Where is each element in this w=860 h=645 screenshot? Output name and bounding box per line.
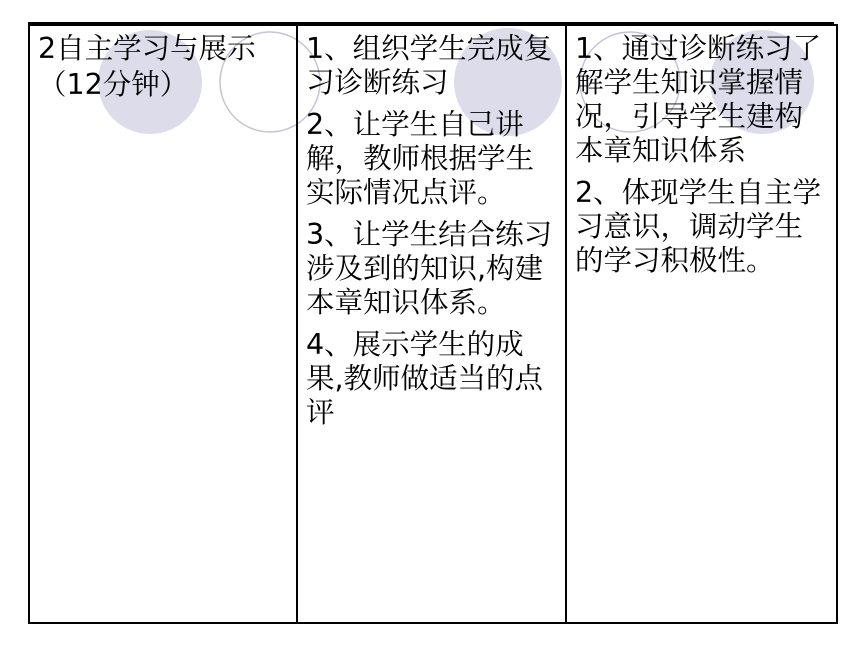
- list-item: 2、让学生自己讲解，教师根据学生实际情况点评。: [306, 108, 535, 209]
- stage-cell: [29, 25, 297, 623]
- list-item: 3、让学生结合练习涉及到的知识,构建本章知识体系。: [306, 218, 553, 319]
- list-item: 2、体现学生自主学习意识，调动学生的学习积极性。: [575, 176, 822, 277]
- teacher-activity-cell: [297, 25, 566, 623]
- list-item: 1、组织学生完成复习诊断练习: [306, 32, 553, 99]
- table-row: [29, 25, 837, 623]
- stage-duration: （12分钟）: [38, 68, 189, 101]
- stage-title: 2自主学习与展示: [38, 32, 256, 65]
- lesson-plan-table: [28, 24, 838, 624]
- design-intent-cell: [566, 25, 837, 623]
- list-item: 4、展示学生的成果,教师做适当的点评: [306, 328, 544, 429]
- list-item: 1、通过诊断练习了解学生知识掌握情况，引导学生建构本章知识体系: [575, 32, 822, 167]
